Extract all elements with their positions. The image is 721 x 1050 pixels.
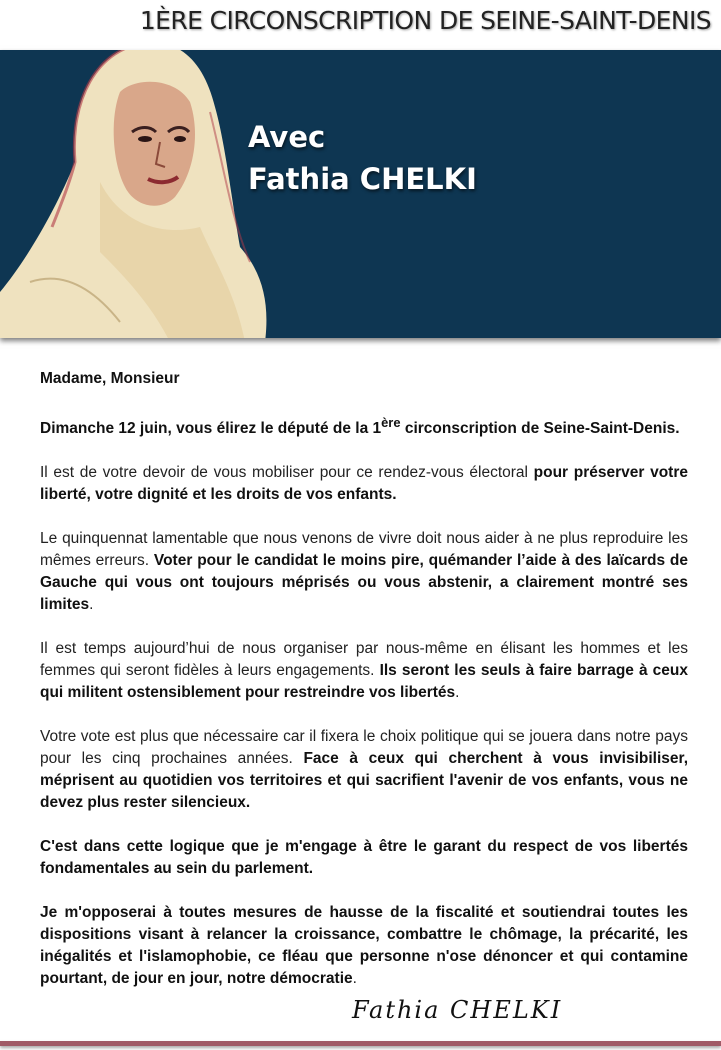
bottom-divider — [0, 1041, 721, 1046]
page-title: 1ÈRE CIRCONSCRIPTION DE SEINE-SAINT-DENIS — [139, 6, 711, 35]
signature: Fathia CHELKI — [352, 996, 563, 1024]
letter-p3: Le quinquennat lamentable que nous venons de vivre doit nous aider à ne plus reproduire les mêmes erreurs. Voter pour le candidat le moins pire, quémander l’aide à des laïcards de Gauche qui vous ont toujours méprisés ou vous abstenir, a clairement montré ses limites. — [40, 530, 688, 614]
letter-p1: Dimanche 12 juin, vous élirez le député de la 1ère circonscription de Seine-Saint-Denis. — [40, 415, 680, 438]
salutation: Madame, Monsieur — [40, 370, 180, 387]
letter-p7: Je m'opposerai à toutes mesures de hausse de la fiscalité et soutiendrai toutes les dispositions visant à relancer la croissance, combattre le chômage, la précarité, les inégalités et l'islamophobie, ce fléau que personne n'ose dénoncer et qui contamine pourtant, de jour en jour, notre démocratie. — [40, 904, 688, 988]
letter-p2: Il est de votre devoir de vous mobiliser pour ce rendez-vous électoral pour préserver votre liberté, votre dignité et les droits de vos enfants. — [40, 464, 688, 504]
letter-p6: C'est dans cette logique que je m'engage à être le garant du respect de vos libertés fondamentales au sein du parlement. — [40, 838, 688, 878]
letter-body — [40, 368, 688, 1012]
letter-p5: Votre vote est plus que nécessaire car il fixera le choix politique qui se jouera dans notre pays pour les cinq prochaines années. Face à ceux qui cherchent à vous invisibiliser, méprisent au quotidien vos territoires et qui sacrifient l'avenir de vos enfants, vous ne devez plus rester silencieux. — [40, 728, 689, 812]
letter-p4: Il est temps aujourd’hui de nous organiser par nous-même en élisant les hommes et les femmes qui seront fidèles à leurs engagements. Ils seront les seuls à faire barrage à ceux qui militent ostensiblement pour restreindre vos libertés. — [40, 640, 688, 702]
banner — [0, 50, 721, 338]
banner-line-avec: Avec — [248, 120, 326, 154]
banner-candidate-name: Fathia CHELKI — [248, 162, 477, 196]
